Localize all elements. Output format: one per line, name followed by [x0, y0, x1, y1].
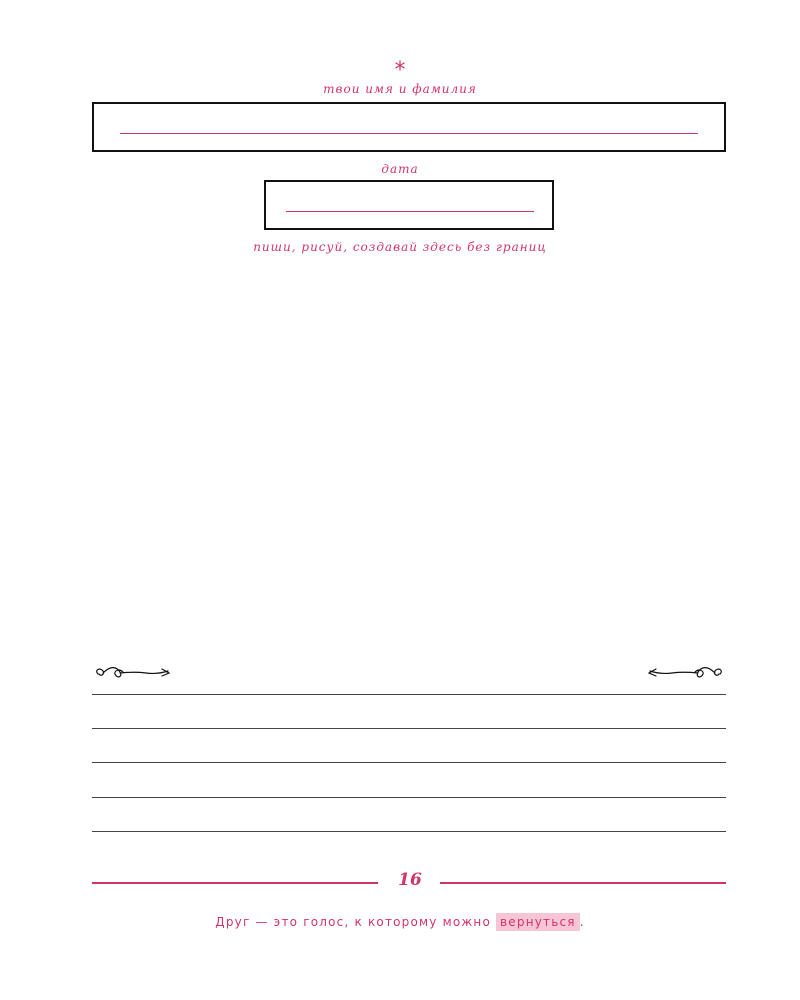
ruled-line[interactable]: [92, 831, 726, 832]
name-caption: твои имя и фамилия: [323, 82, 477, 96]
asterisk-icon: *: [394, 58, 406, 83]
page-rule-right: [440, 882, 726, 884]
date-field[interactable]: [264, 180, 554, 230]
name-underline: [120, 133, 698, 134]
page-rule-left: [92, 882, 378, 884]
quote-end: .: [579, 915, 585, 929]
flourish-right-icon: [646, 664, 726, 684]
ruled-line[interactable]: [92, 694, 726, 695]
page-number: 16: [398, 870, 422, 890]
freeform-caption: пиши, рисуй, создавай здесь без границ: [253, 240, 547, 254]
date-underline: [286, 211, 534, 212]
footer-quote: [0, 915, 800, 929]
quote-text: Друг — это голос, к которому можно: [215, 915, 491, 929]
flourish-left-icon: [92, 664, 172, 684]
name-field[interactable]: [92, 102, 726, 152]
ruled-line[interactable]: [92, 728, 726, 729]
ruled-line[interactable]: [92, 762, 726, 763]
freeform-drawing-area[interactable]: [92, 265, 726, 650]
date-caption: дата: [381, 162, 419, 176]
quote-highlight: вернуться: [496, 913, 580, 931]
ruled-line[interactable]: [92, 797, 726, 798]
